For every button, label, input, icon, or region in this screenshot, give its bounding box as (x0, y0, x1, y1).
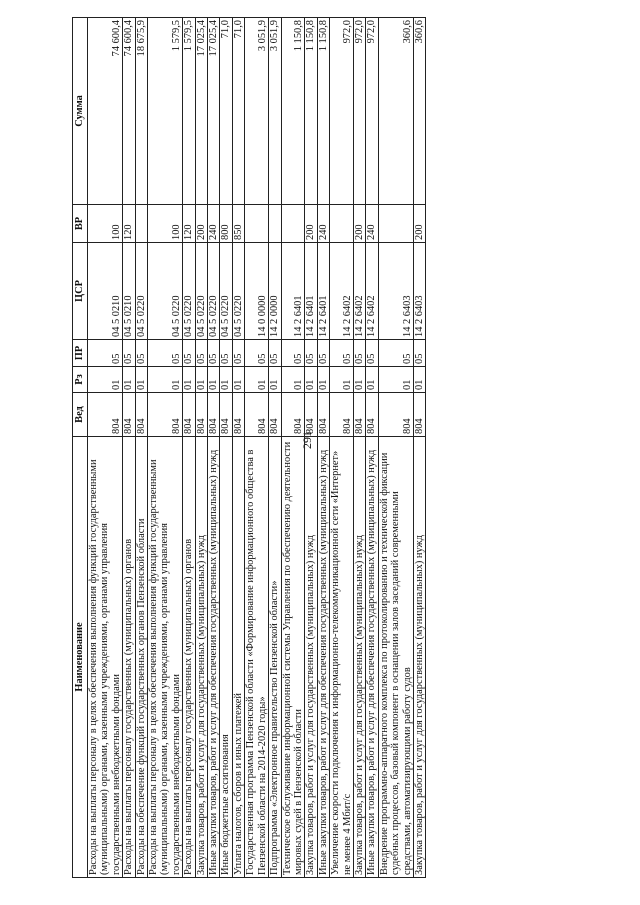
cell-rz: 01 (305, 367, 317, 393)
table-row (232, 18, 244, 878)
table-row (135, 18, 147, 878)
cell-csr: 04 5 0210 (123, 243, 135, 340)
cell-csr: 14 2 0000 (269, 243, 281, 340)
cell-vr: 240 (208, 205, 220, 243)
cell-sum: 972,0 (330, 18, 354, 205)
cell-vr: 120 (123, 205, 135, 243)
table-row (317, 18, 329, 878)
cell-sum: 3 051,9 (269, 18, 281, 205)
cell-pr: 05 (378, 340, 413, 367)
cell-vr (378, 205, 413, 243)
cell-name: Закупка товаров, работ и услуг для государственных (муниципальных) нужд (305, 437, 317, 878)
cell-vr (135, 205, 147, 243)
cell-rz: 01 (232, 367, 244, 393)
table-row (353, 18, 365, 878)
cell-vr: 200 (305, 205, 317, 243)
cell-ved: 804 (245, 393, 269, 437)
cell-vr (245, 205, 269, 243)
cell-pr: 05 (148, 340, 183, 367)
cell-sum: 1 579,5 (148, 18, 183, 205)
cell-sum: 360,6 (378, 18, 413, 205)
table-row (269, 18, 281, 878)
cell-rz: 01 (135, 367, 147, 393)
cell-name: Иные закупки товаров, работ и услуг для обеспечения государственных (муниципальных) нужд (317, 437, 329, 878)
cell-pr: 05 (305, 340, 317, 367)
header-pr: ПР (73, 340, 88, 367)
cell-sum: 360,6 (413, 18, 425, 205)
cell-name: Закупка товаров, работ и услуг для государственных (муниципальных) нужд (353, 437, 365, 878)
cell-pr: 05 (88, 340, 123, 367)
cell-sum: 972,0 (353, 18, 365, 205)
cell-ved: 804 (208, 393, 220, 437)
cell-rz: 01 (317, 367, 329, 393)
header-rz: Рз (73, 367, 88, 393)
cell-sum: 972,0 (366, 18, 378, 205)
cell-ved: 804 (220, 393, 232, 437)
cell-vr: 200 (413, 205, 425, 243)
cell-sum: 71,0 (232, 18, 244, 205)
header-ved: Вед (73, 393, 88, 437)
cell-rz: 01 (353, 367, 365, 393)
cell-pr: 05 (220, 340, 232, 367)
cell-sum: 1 150,8 (305, 18, 317, 205)
table-row (220, 18, 232, 878)
cell-csr: 14 2 6401 (317, 243, 329, 340)
cell-rz: 01 (378, 367, 413, 393)
cell-vr: 100 (88, 205, 123, 243)
cell-csr: 14 2 6403 (413, 243, 425, 340)
cell-name: Расходы на выплаты персоналу в целях обеспечения выполнения функций государственными (муниципальными) органами, казенными учреждениями, органами управления государственными внебюджетными фондами (88, 437, 123, 878)
cell-name: Закупка товаров, работ и услуг для государственных (муниципальных) нужд (413, 437, 425, 878)
cell-ved: 804 (135, 393, 147, 437)
cell-rz: 01 (269, 367, 281, 393)
cell-name: Внедрение программно-аппаратного комплекса по протоколированию и технической фиксации судебных процессов, базовый компонент в оснащении залов заседаний современными средствами, автоматизирующими работу судов (378, 437, 413, 878)
page-number: 291 (300, 431, 314, 449)
cell-sum: 3 051,9 (245, 18, 269, 205)
table-row (88, 18, 123, 878)
cell-ved: 804 (269, 393, 281, 437)
cell-rz: 01 (195, 367, 207, 393)
table-row (183, 18, 195, 878)
cell-vr: 100 (148, 205, 183, 243)
cell-pr: 05 (183, 340, 195, 367)
table-row (245, 18, 269, 878)
cell-vr: 240 (366, 205, 378, 243)
cell-csr: 14 2 6402 (366, 243, 378, 340)
cell-pr: 05 (281, 340, 305, 367)
cell-vr: 120 (183, 205, 195, 243)
table-row (123, 18, 135, 878)
cell-pr: 05 (353, 340, 365, 367)
cell-rz: 01 (366, 367, 378, 393)
cell-ved: 804 (305, 393, 317, 437)
cell-csr: 04 5 0220 (220, 243, 232, 340)
header-vr: ВР (73, 205, 88, 243)
cell-pr: 05 (135, 340, 147, 367)
cell-csr: 04 5 0220 (135, 243, 147, 340)
table-row (366, 18, 378, 878)
cell-vr: 240 (317, 205, 329, 243)
cell-csr: 04 5 0220 (195, 243, 207, 340)
header-csr: ЦСР (73, 243, 88, 340)
cell-ved: 804 (195, 393, 207, 437)
cell-rz: 01 (413, 367, 425, 393)
cell-name: Подпрограмма «Электронное правительство Пензенской области» (269, 437, 281, 878)
cell-vr (330, 205, 354, 243)
cell-ved: 804 (378, 393, 413, 437)
cell-ved: 804 (317, 393, 329, 437)
cell-name: Расходы на выплаты персоналу государственных (муниципальных) органов (123, 437, 135, 878)
cell-ved: 804 (183, 393, 195, 437)
cell-pr: 05 (366, 340, 378, 367)
cell-csr: 04 5 0210 (88, 243, 123, 340)
cell-pr: 05 (269, 340, 281, 367)
cell-pr: 05 (245, 340, 269, 367)
cell-rz: 01 (245, 367, 269, 393)
cell-csr: 14 2 6401 (281, 243, 305, 340)
cell-csr: 04 5 0220 (232, 243, 244, 340)
cell-vr (281, 205, 305, 243)
cell-csr: 14 2 6402 (353, 243, 365, 340)
cell-sum: 71,0 (220, 18, 232, 205)
cell-sum: 74 600,4 (123, 18, 135, 205)
cell-rz: 01 (148, 367, 183, 393)
cell-rz: 01 (220, 367, 232, 393)
cell-name: Закупка товаров, работ и услуг для государственных (муниципальных) нужд (195, 437, 207, 878)
cell-name: Расходы на обеспечение функций государственных органов Пензенской области (135, 437, 147, 878)
table-row (148, 18, 183, 878)
cell-pr: 05 (330, 340, 354, 367)
cell-vr: 200 (353, 205, 365, 243)
cell-sum: 17 025,4 (195, 18, 207, 205)
table-row (305, 18, 317, 878)
cell-name: Иные закупки товаров, работ и услуг для обеспечения государственных (муниципальных) нужд (208, 437, 220, 878)
cell-name: Увеличение скорости подключения к информационно-телекоммуникационной сети «Интернет» не менее 4 Мбит/с (330, 437, 354, 878)
cell-csr: 04 5 0220 (148, 243, 183, 340)
cell-csr: 14 2 6401 (305, 243, 317, 340)
cell-rz: 01 (183, 367, 195, 393)
cell-sum: 1 579,5 (183, 18, 195, 205)
cell-ved: 804 (232, 393, 244, 437)
cell-ved: 804 (148, 393, 183, 437)
cell-rz: 01 (208, 367, 220, 393)
cell-sum: 18 675,9 (135, 18, 147, 205)
cell-csr: 14 2 6402 (330, 243, 354, 340)
cell-pr: 05 (232, 340, 244, 367)
cell-pr: 05 (317, 340, 329, 367)
cell-vr: 200 (195, 205, 207, 243)
cell-csr: 04 5 0220 (208, 243, 220, 340)
cell-rz: 01 (88, 367, 123, 393)
cell-pr: 05 (208, 340, 220, 367)
table-row (378, 18, 413, 878)
cell-vr: 800 (220, 205, 232, 243)
cell-vr (269, 205, 281, 243)
cell-name: Техническое обслуживание информационной системы Управления по обеспечению деятельности мировых судей в Пензенской области (281, 437, 305, 878)
cell-csr: 04 5 0220 (183, 243, 195, 340)
cell-sum: 1 150,8 (317, 18, 329, 205)
cell-name: Иные бюджетные ассигнования (220, 437, 232, 878)
cell-name: Расходы на выплаты персоналу в целях обеспечения выполнения функций государственными (муниципальными) органами, казенными учреждениями, органами управления государственными внебюджетными фондами (148, 437, 183, 878)
cell-name: Государственная программа Пензенской области «Формирование информационного общества в Пензенской области на 2014-2020 годы» (245, 437, 269, 878)
cell-pr: 05 (413, 340, 425, 367)
header-name: Наименование (73, 437, 88, 878)
cell-pr: 05 (195, 340, 207, 367)
cell-sum: 17 025,4 (208, 18, 220, 205)
cell-ved: 804 (413, 393, 425, 437)
cell-name: Уплата налогов, сборов и иных платежей (232, 437, 244, 878)
cell-vr: 850 (232, 205, 244, 243)
cell-sum: 1 150,8 (281, 18, 305, 205)
cell-pr: 05 (123, 340, 135, 367)
cell-name: Иные закупки товаров, работ и услуг для обеспечения государственных (муниципальных) нужд (366, 437, 378, 878)
table-row (208, 18, 220, 878)
cell-ved: 804 (123, 393, 135, 437)
cell-ved: 804 (88, 393, 123, 437)
cell-ved: 804 (353, 393, 365, 437)
budget-table (72, 17, 426, 878)
rotated-page-content (72, 18, 584, 878)
cell-name: Расходы на выплаты персоналу государственных (муниципальных) органов (183, 437, 195, 878)
header-sum: Сумма (73, 18, 88, 205)
cell-rz: 01 (281, 367, 305, 393)
cell-rz: 01 (330, 367, 354, 393)
cell-csr: 14 0 0000 (245, 243, 269, 340)
cell-ved: 804 (366, 393, 378, 437)
cell-ved: 804 (281, 393, 305, 437)
table-header-row (73, 18, 88, 878)
table-row (413, 18, 425, 878)
cell-sum: 74 600,4 (88, 18, 123, 205)
cell-csr: 14 2 6403 (378, 243, 413, 340)
table-row (195, 18, 207, 878)
cell-rz: 01 (123, 367, 135, 393)
cell-ved: 804 (330, 393, 354, 437)
table-row (330, 18, 354, 878)
table-row (281, 18, 305, 878)
